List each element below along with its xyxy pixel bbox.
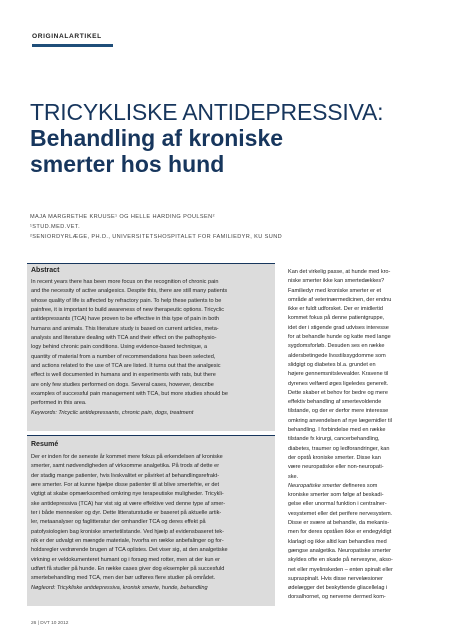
resume-line: ære smerter. For at kunne hjælpe disse patienter til at blive smertefrie, er det [31,482,220,489]
resume-line: udført få studier på hunde. En række cases giver dog eksempler på succesfuld [31,566,225,573]
body-line: for at behandle hunde og katte med lange [288,334,391,341]
body-line: Kan det virkelig passe, at hunde med kro- [288,269,391,275]
abstract-heading: Abstract [31,267,60,274]
resume-line: smertebehandling med TCA, men der bør udføres flere studier på området. [31,575,216,582]
body-line: niske smerter ikke kan smertedækkes? [288,278,385,285]
body-line: ikke er fuldt udforsket. Der er imidlertid [288,306,383,313]
abstract-line: whose quality of life is affected by refractory pain. To help these patients to be [31,297,222,304]
section-label: ORIGINALARTIKEL [32,33,102,40]
resume-line: patofysiologien bag kroniske smertetilstande. Ved hjælp af evidensbaseret tek- [31,528,225,535]
body-line [288,482,434,491]
body-line: dyrenes velfærd øges ligeledes generelt. [288,380,389,387]
abstract-line: logy behind chronic pain conditions. Using evidence-based technique, a [31,344,208,351]
abstract-box [27,263,275,431]
author-affiliation: ¹STUD.MED.VET. [30,224,81,230]
abstract-line: and the necessity of active analgesics. Despite this, there are still many patients [31,288,228,295]
body-line: vesystemet eller det perifere nervesystem. [288,510,393,517]
body-line: kroniske smerter som følge af beskadi- [288,492,384,499]
abstract-body [31,278,272,418]
body-line: kommet fokus på denne patientgruppe, [288,315,385,322]
abstract-line: are only few studies performed on dogs. Several cases, however, describe [31,381,214,388]
body-column-right [288,268,434,603]
resume-line: ler, metaanalyser og faglitteratur der omhandler TCA og deres effekt på [31,519,206,526]
body-line: Familiedyr med kroniske smerter er et [288,287,382,294]
resume-heading: Resumé [31,441,59,448]
resume-line: Der er inden for de seneste år kommet mere fokus på erkendelsen af kroniske [31,454,223,460]
body-line: gængse analgetika. Neuropatiske smerter [288,547,391,554]
author-names: MAJA MARGRETHE KRUUSE¹ OG HELLE HARDING POULSEN² [30,214,215,220]
body-text-fragment: defineres som [341,482,378,489]
body-line: supraspinalt. Hvis disse nervelæsioner [288,575,383,582]
body-line: men for deres opståen ikke er endegyldigt [288,529,392,536]
body-line: sygdomsforløb. Desuden ses en række [288,343,385,350]
body-line: tilstande, og der er derfor mere interesse [288,408,389,415]
abstract-keywords: Keywords: Tricyclic antidepressants, chronic pain, dogs, treatment [31,409,194,416]
body-line: idet der i stigende grad udvises interesse [288,324,389,331]
body-line: ske. [288,473,299,480]
abstract-line: analysis and literature dealing with TCA and their effect on the pathophysio- [31,335,217,342]
abstract-line: examples of successful pain management with TCA, but more studies should be [31,391,228,398]
body-line: behandling. I forbindelse med en række [288,427,386,434]
abstract-line: performed in this area. [31,400,87,407]
body-line: ødelægger det beskyttende gliacellelag i [288,585,388,592]
author-affiliation: ²SENIORDYRLÆGE, PH.D., UNIVERSITETSHOSPITALET FOR FAMILIEDYR, KU SUND [30,234,283,240]
body-line: net eller myelinskeden – enten spinalt eller [288,566,393,573]
abstract-line: effect is well documented in humans and in experiments with rats, but there [31,372,216,379]
resume-box [27,435,275,606]
body-line: effektiv behandling af smertevoldende [288,399,382,406]
resume-line: virkning er veldokumenteret humant og i forsøg med rotter, men at der kun er [31,556,220,563]
resume-line: smerter, samt nødvendigheden af virksomme analgetika. På trods af dette er [31,463,220,470]
abstract-line: antidepressants (TCA) have proven to be effective in this type of pain in both [31,316,219,323]
resume-line: ter i både mennesker og dyr. Dette litteraturstudie er baseret på aktuelle artik- [31,510,222,517]
abstract-line: and actions related to the use of TCA are listed. It turns out that the analgesic [31,363,221,370]
article-title: TRICYKLISKE ANTIDEPRESSIVA: [30,99,384,125]
body-line: højere gennemsnitslevealder. Kravene til [288,371,389,378]
abstract-line: painfree, it is important to build awareness of new therapeutic options. Tricyclic [31,307,225,314]
article-subtitle-line: Behandling af kroniske [30,125,284,151]
neuropathic-term: Neuropatiske smerter [288,482,342,489]
resume-line: ske antidepressiva (TCA) har vist sig at være effektive ved denne type af smer- [31,500,226,507]
resume-line: holdsregler vedrørende brugen af TCA oplistes. Det viser sig, at den analgetiske [31,547,228,554]
body-line: slidgigt og diabetes bl.a. grundet en [288,361,376,368]
body-line: dorsalhornet, og nerverne dermed kom- [288,594,386,601]
resume-line: vigtigt at skabe opmærksomhed omkring nye terapeutiske muligheder. Tricykli- [31,491,224,498]
abstract-line: humans and animals. This literature study is based on current articles, meta- [31,325,219,332]
body-line: der opstå kroniske smerter. Disse kan [288,454,381,461]
body-line: diabetes, traumer og ledforandringer, kan [288,445,390,452]
body-line: tilstande fx kirurgi, cancerbehandling, [288,436,380,443]
article-subtitle [30,125,330,177]
page-footer: 26 | DVT 10 2012 [31,621,69,626]
body-line: omkring anvendelsen af nye lægemidler til [288,417,392,424]
body-line: område af veterinærmedicinen, der endnu [288,296,392,303]
body-line: gelse eller unormal funktion i centralner- [288,501,387,508]
body-line: skyldes ofte en skade på nervesyne, akso- [288,557,393,564]
body-line: Disse er svære at behandle, da mekanis- [288,520,390,527]
body-line: Dette skaber et behov for bedre og mere [288,389,388,396]
body-line: klarlagt og ikke altid kan behandles med [288,538,387,545]
resume-line: der stadig mange patienter, hvis livskvalitet er påvirket af behandlingsrefrakt- [31,472,220,479]
body-line: være neuropatiske eller non-neuropati- [288,464,384,471]
article-subtitle-line: smerter hos hund [30,151,225,177]
body-line: aldersbetingede livsstilssygdomme som [288,352,386,359]
author-block [30,212,450,242]
abstract-line: In recent years there has been more focus on the recognition of chronic pain [31,279,219,285]
resume-keywords: Nøgleord: Tricykliske antidepressiva, kronisk smerte, hunde, behandling [31,584,208,591]
resume-line: nik er der udvalgt en mængde materiale, hvorfra en række anbefalinger og for- [31,538,224,545]
abstract-line: quantity of material from a number of recommendations has been selected, [31,353,216,360]
section-rule-thin [32,46,113,47]
resume-body [31,453,272,593]
